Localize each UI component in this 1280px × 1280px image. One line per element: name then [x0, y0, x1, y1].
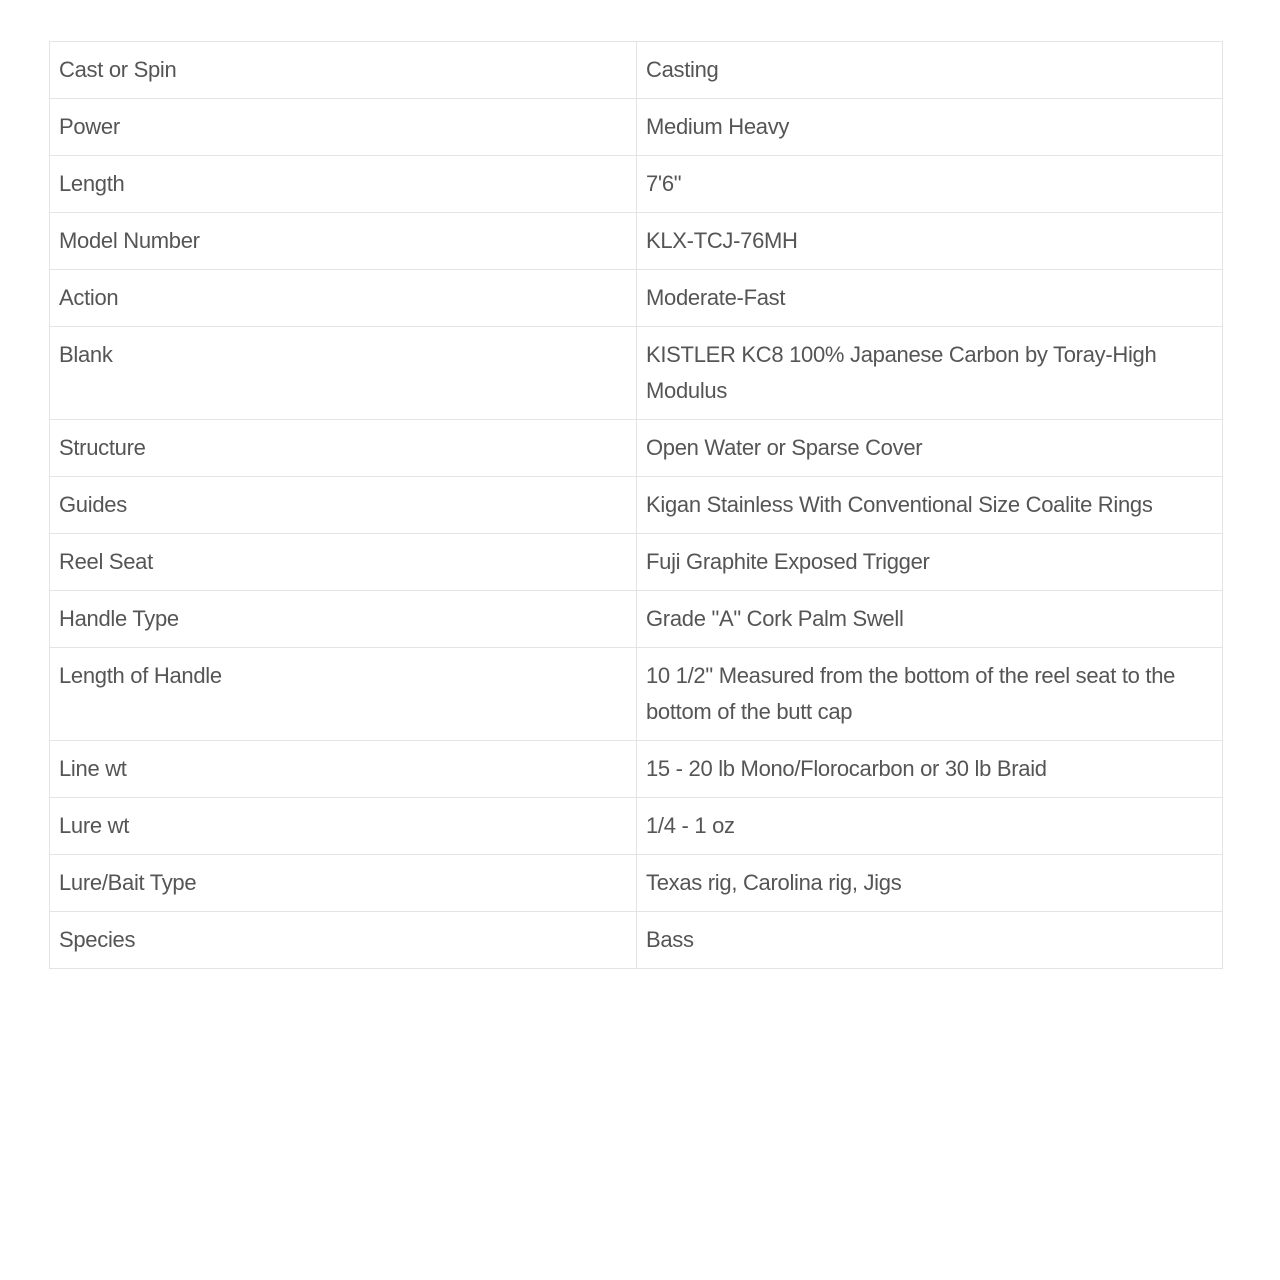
spec-label: Lure wt [50, 798, 637, 855]
spec-label: Handle Type [50, 591, 637, 648]
spec-value: KLX-TCJ-76MH [637, 213, 1223, 270]
spec-label: Blank [50, 327, 637, 420]
table-row [50, 912, 1223, 969]
spec-table [49, 41, 1223, 969]
spec-label: Structure [50, 420, 637, 477]
table-row [50, 855, 1223, 912]
spec-label: Lure/Bait Type [50, 855, 637, 912]
table-row [50, 798, 1223, 855]
table-row [50, 741, 1223, 798]
spec-label: Species [50, 912, 637, 969]
table-row [50, 591, 1223, 648]
spec-label: Model Number [50, 213, 637, 270]
table-row [50, 327, 1223, 420]
spec-label: Guides [50, 477, 637, 534]
spec-value: Casting [637, 42, 1223, 99]
spec-label: Length [50, 156, 637, 213]
spec-label: Reel Seat [50, 534, 637, 591]
spec-value: KISTLER KC8 100% Japanese Carbon by Toray-High Modulus [637, 327, 1223, 420]
spec-value: Bass [637, 912, 1223, 969]
table-row [50, 156, 1223, 213]
table-row [50, 648, 1223, 741]
spec-label: Length of Handle [50, 648, 637, 741]
table-row [50, 477, 1223, 534]
spec-value: Medium Heavy [637, 99, 1223, 156]
spec-value: 10 1/2" Measured from the bottom of the reel seat to the bottom of the butt cap [637, 648, 1223, 741]
spec-table-body [50, 42, 1223, 969]
spec-value: 7'6" [637, 156, 1223, 213]
spec-value: Grade "A" Cork Palm Swell [637, 591, 1223, 648]
spec-value: Moderate-Fast [637, 270, 1223, 327]
spec-value: 1/4 - 1 oz [637, 798, 1223, 855]
spec-label: Line wt [50, 741, 637, 798]
spec-label: Power [50, 99, 637, 156]
table-row [50, 213, 1223, 270]
spec-label: Cast or Spin [50, 42, 637, 99]
spec-value: Texas rig, Carolina rig, Jigs [637, 855, 1223, 912]
table-row [50, 534, 1223, 591]
table-row [50, 42, 1223, 99]
table-row [50, 270, 1223, 327]
spec-value: 15 - 20 lb Mono/Florocarbon or 30 lb Braid [637, 741, 1223, 798]
spec-value: Kigan Stainless With Conventional Size Coalite Rings [637, 477, 1223, 534]
spec-value: Open Water or Sparse Cover [637, 420, 1223, 477]
spec-value: Fuji Graphite Exposed Trigger [637, 534, 1223, 591]
table-row [50, 99, 1223, 156]
table-row [50, 420, 1223, 477]
spec-label: Action [50, 270, 637, 327]
